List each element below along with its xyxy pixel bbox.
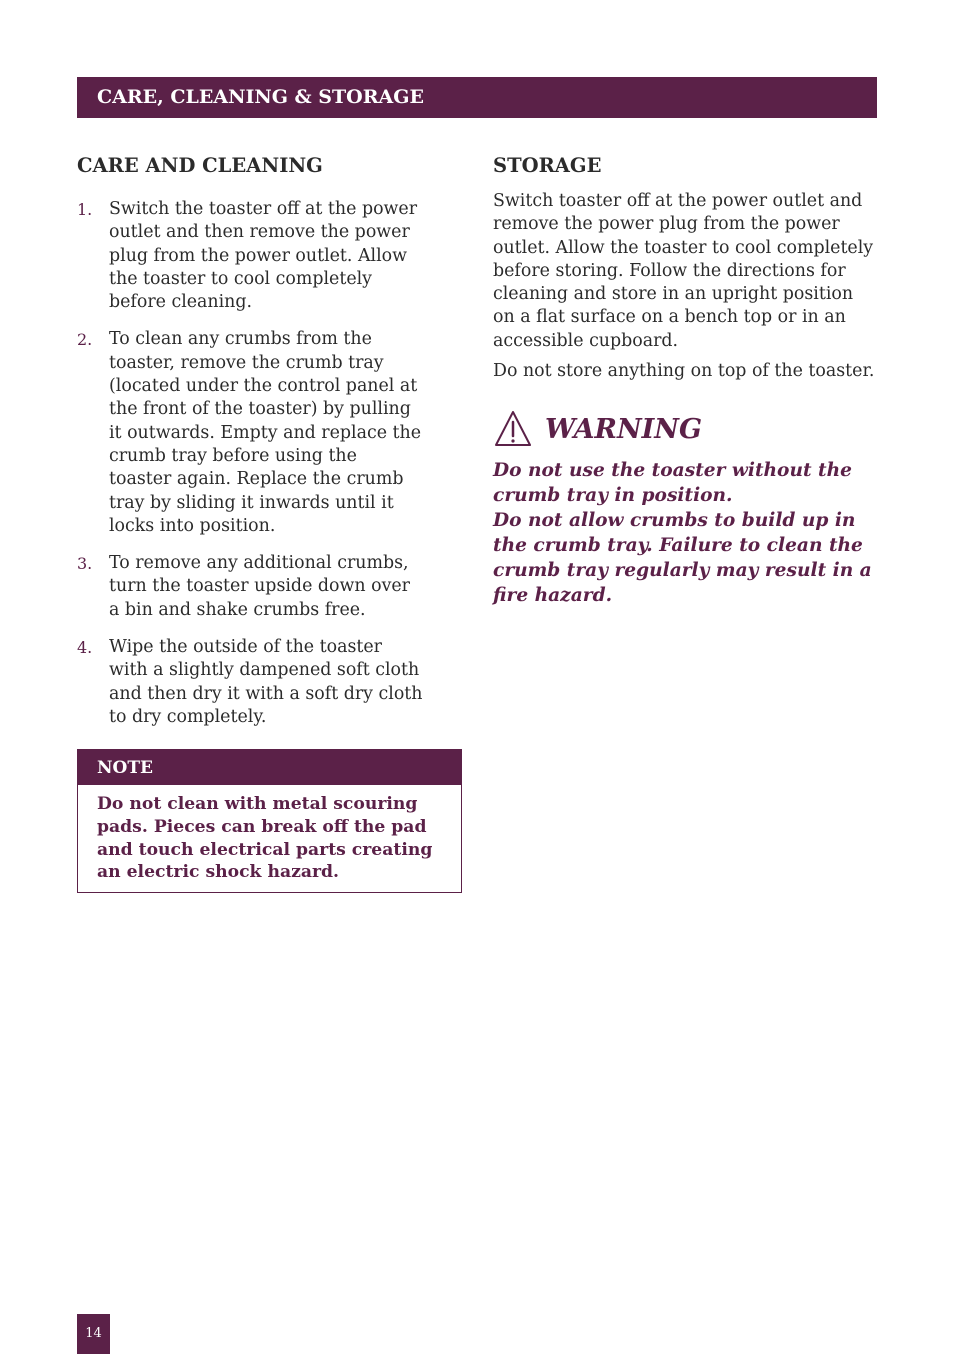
warning-line: Do not use the toaster without the crumb tray in position. (493, 460, 852, 507)
warning-line: Do not allow crumbs to build up in the crumb tray. Failure to clean the crumb tray regularly may result in a fire hazard. (493, 510, 872, 607)
warning-triangle-icon (493, 409, 533, 449)
storage-heading: STORAGE (493, 154, 602, 177)
note-text: Do not clean with metal scouring pads. Pieces can break off the pad and touch electrical parts creating an electric shock hazard. (97, 794, 433, 883)
list-item (77, 636, 463, 729)
step-text: Wipe the outside of the toaster with a slightly dampened soft cloth and then dry it with a soft dry cloth to dry completely. (109, 637, 423, 727)
storage-paragraph: Do not store anything on top of the toaster. (493, 361, 875, 382)
list-item (77, 328, 463, 538)
storage-paragraph: Switch toaster off at the power outlet and remove the power plug from the power outlet. Allow the toaster to cool completely before storing. Follow the directions for cleaning and store in an upright position on a flat surface on a bench top or in an accessible cupboard. (493, 191, 874, 351)
step-number: 1. (77, 200, 93, 219)
care-heading: CARE AND CLEANING (77, 154, 323, 177)
care-steps-list (77, 198, 463, 729)
step-text: To clean any crumbs from the toaster, remove the crumb tray (located under the control panel at the front of the toaster) by pulling it outwards. Empty and replace the crumb tray before using the toaster again. Replace the crumb tray by sliding it inwards until it locks into position. (109, 329, 422, 536)
section-title: CARE, CLEANING & STORAGE (97, 86, 424, 108)
step-text: To remove any additional crumbs, turn the toaster upside down over a bin and shake crumbs free. (109, 553, 410, 620)
step-text: Switch the toaster off at the power outlet and then remove the power plug from the power outlet. Allow the toaster to cool completely before cleaning. (109, 199, 418, 313)
note-heading: NOTE (78, 750, 461, 785)
step-number: 2. (77, 330, 93, 350)
warning-text (493, 458, 877, 608)
list-item (77, 552, 463, 622)
warning-header (493, 404, 877, 454)
storage-column (493, 152, 877, 608)
note-box (77, 749, 462, 893)
list-item (77, 198, 463, 314)
care-cleaning-column (77, 152, 463, 893)
warning-title: WARNING (545, 413, 703, 445)
page-number: 14 (77, 1314, 110, 1354)
section-header-bar (77, 77, 877, 118)
step-number: 4. (77, 638, 93, 658)
step-number: 3. (77, 554, 93, 574)
